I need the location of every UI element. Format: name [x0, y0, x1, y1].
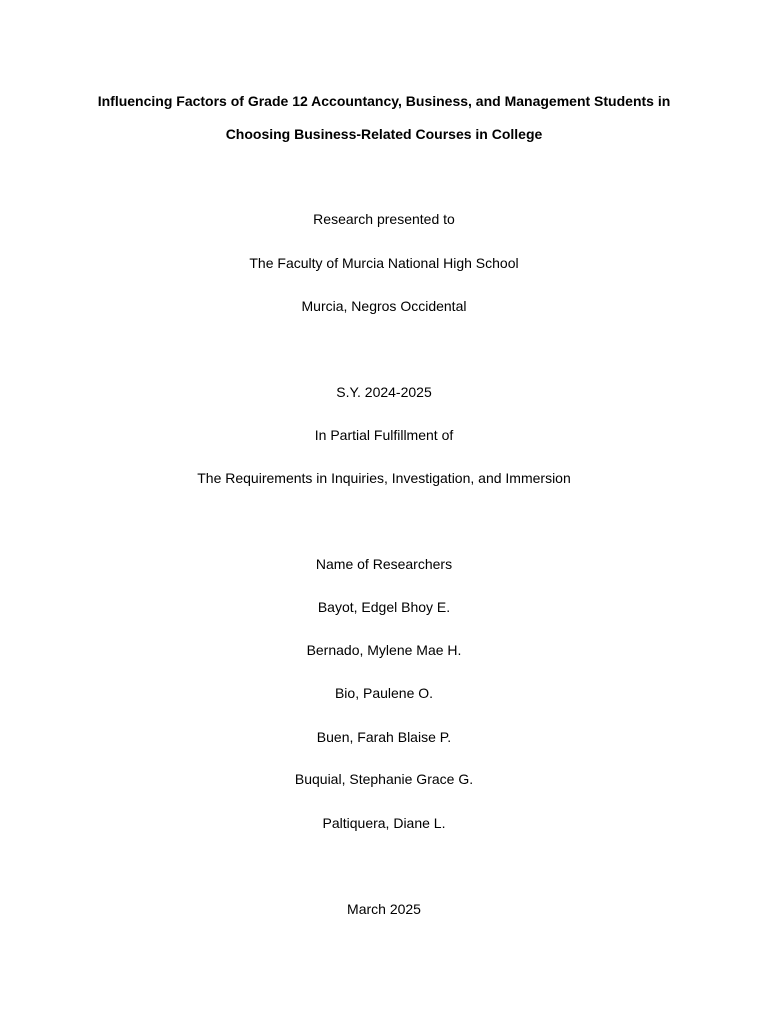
school-year-text: S.Y. 2024-2025: [336, 384, 432, 400]
researcher-name: Bio, Paulene O.: [334, 685, 434, 701]
presented-to-text: Research presented to: [313, 211, 455, 227]
location-text: Murcia, Negros Occidental: [301, 298, 467, 314]
researcher-name: Bayot, Edgel Bhoy E.: [317, 599, 451, 615]
title-line-2: Choosing Business-Related Courses in College: [225, 126, 543, 142]
researcher-name: Bernado, Mylene Mae H.: [306, 642, 462, 658]
researcher-name: Paltiquera, Diane L.: [322, 815, 446, 831]
date-text: March 2025: [347, 901, 421, 917]
partial-fulfillment-text: In Partial Fulfillment of: [314, 427, 454, 443]
requirements-text: The Requirements in Inquiries, Investigation, and Immersion: [197, 470, 571, 486]
title-line-1: Influencing Factors of Grade 12 Accountancy, Business, and Management Students in: [97, 93, 671, 109]
researchers-heading: Name of Researchers: [315, 556, 453, 572]
faculty-text: The Faculty of Murcia National High School: [249, 255, 519, 271]
researcher-name: Buen, Farah Blaise P.: [316, 729, 452, 745]
researcher-name: Buquial, Stephanie Grace G.: [294, 771, 474, 787]
